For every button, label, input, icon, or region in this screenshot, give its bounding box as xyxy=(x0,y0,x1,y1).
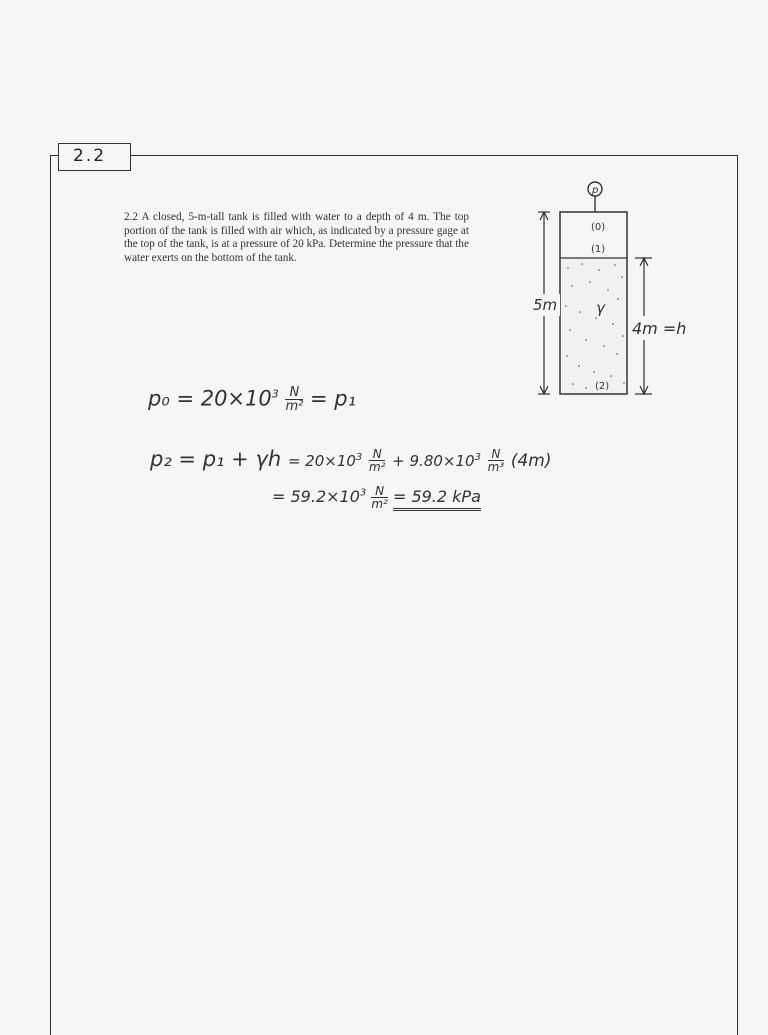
problem-statement: 2.2 A closed, 5-m-tall tank is filled with water to a depth of 4 m. The top portion of the tank is filled with air which, as indicated by a pressure gage at the top of the tank, is at a pressure of 20 kPa. Determine the pressure that the water exerts on the bottom of the tank. xyxy=(124,211,469,264)
point-0-label: (0) xyxy=(591,222,606,233)
point-2-label: (2) xyxy=(595,381,610,392)
final-answer: = 59.2 kPa xyxy=(393,487,481,511)
problem-number-tab: 2.2 xyxy=(58,143,131,171)
air-pressure-unit: $\frac{N}{\text{m²}}$ xyxy=(368,446,386,474)
solution-line-2 xyxy=(150,447,551,473)
total-height-label: 5m xyxy=(533,296,558,314)
water-region xyxy=(561,258,626,393)
result-unit: $\frac{N}{\text{m²}}$ xyxy=(371,484,388,511)
solution-line-3: = $59.2\times 10^3$ $\frac{N}{\text{m²}}$ = 59.2 kPa xyxy=(272,484,481,511)
depth-term: (4m) xyxy=(510,451,552,471)
p0-exponent: 3 xyxy=(271,387,279,401)
solution-line-1 xyxy=(148,386,356,413)
p0-symbol: p₀ xyxy=(148,386,170,411)
p0-unit: $\frac{N}{\text{m²}}$ xyxy=(285,385,304,414)
specific-weight-label: γ xyxy=(596,299,605,317)
specific-weight-term: + $9.80\times 10^3$ xyxy=(392,452,481,470)
air-pressure-term: = $20\times 10^3$ xyxy=(287,452,363,470)
gage-label: p xyxy=(592,185,599,196)
tank-diagram xyxy=(520,178,720,403)
result-value: = 59.2×10 xyxy=(272,487,360,506)
water-depth-label: 4m =h xyxy=(632,319,687,338)
p0-value: = 20×10 xyxy=(176,386,272,411)
p1-equality: = p₁ xyxy=(310,386,357,411)
hydrostatic-equation: p₂ = p₁ + γh xyxy=(150,447,282,471)
point-1-label: (1) xyxy=(591,244,606,255)
specific-weight-unit: $\frac{N}{\text{m³}}$ xyxy=(487,446,505,474)
